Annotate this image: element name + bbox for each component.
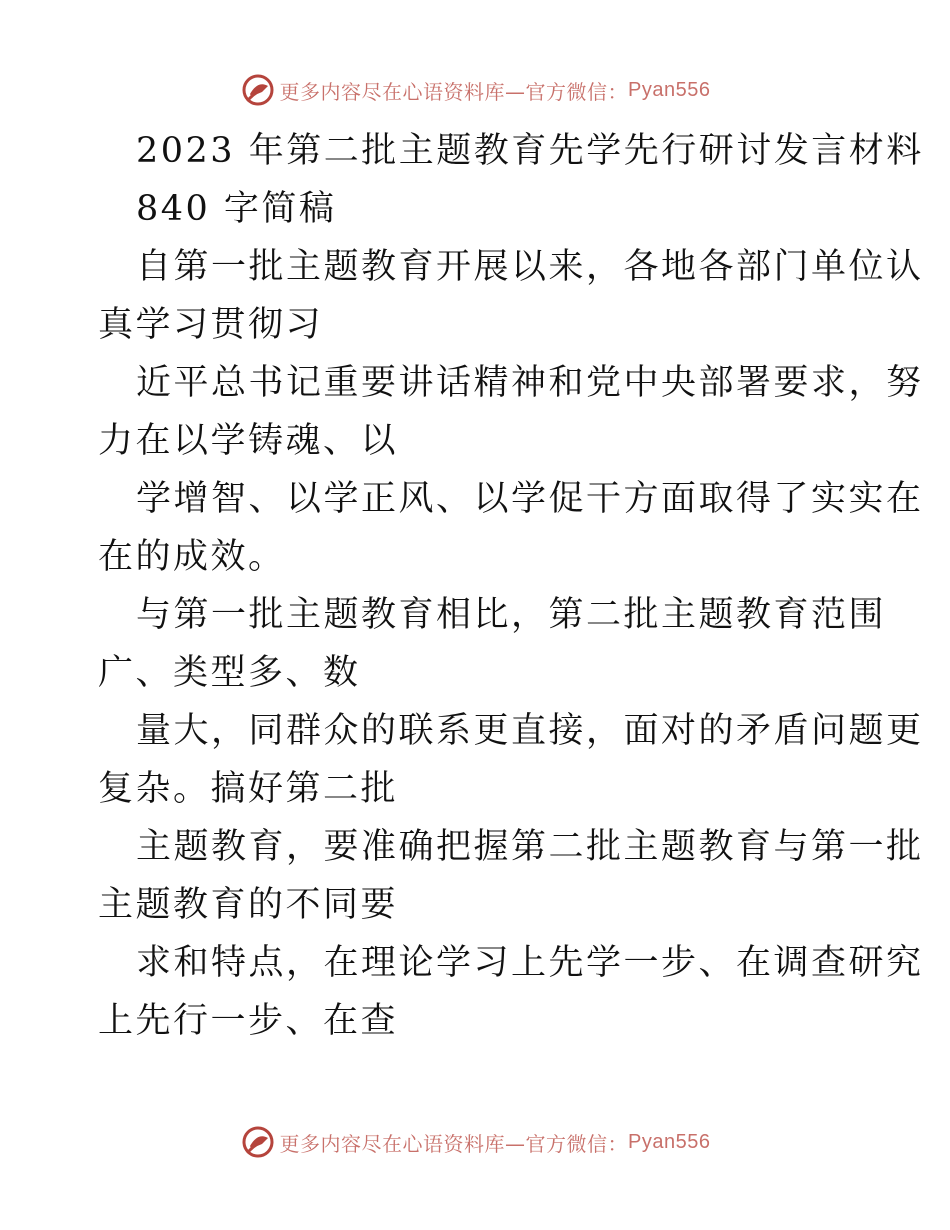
watermark-wechat-id: Pyan556 xyxy=(628,1130,711,1153)
paragraph-line: 求和特点，在理论学习上先学一步、在调查研究 xyxy=(136,943,924,983)
title-line-2: 840 字简稿 xyxy=(136,189,337,229)
paragraph-line: 真学习贯彻习 xyxy=(98,305,324,345)
paragraph-line: 主题教育，要准确把握第二批主题教育与第一批 xyxy=(136,827,924,867)
header-watermark xyxy=(0,70,950,110)
paragraph-line: 广、类型多、数 xyxy=(98,653,361,693)
watermark-text: 更多内容尽在心语资料库—官方微信： xyxy=(279,1131,629,1156)
logo-icon xyxy=(240,72,276,108)
paragraph-line: 主题教育的不同要 xyxy=(98,885,399,925)
paragraph-line: 上先行一步、在查 xyxy=(98,1001,399,1041)
paragraph-line: 复杂。搞好第二批 xyxy=(98,769,399,809)
footer-watermark xyxy=(0,1122,950,1162)
paragraph-line: 与第一批主题教育相比，第二批主题教育范围 xyxy=(136,595,887,635)
paragraph-line: 学增智、以学正风、以学促干方面取得了实实在 xyxy=(136,479,924,519)
paragraph-line: 量大，同群众的联系更直接，面对的矛盾问题更 xyxy=(136,711,924,751)
logo-icon xyxy=(240,1124,276,1160)
title-line-1: 2023 年第二批主题教育先学先行研讨发言材料 xyxy=(136,131,924,171)
paragraph-line: 自第一批主题教育开展以来，各地各部门单位认 xyxy=(136,247,924,287)
paragraph-line: 近平总书记重要讲话精神和党中央部署要求，努 xyxy=(136,363,924,403)
paragraph-line: 在的成效。 xyxy=(98,537,286,577)
watermark-wechat-id: Pyan556 xyxy=(628,78,711,101)
paragraph-line: 力在以学铸魂、以 xyxy=(98,421,399,461)
watermark-text: 更多内容尽在心语资料库—官方微信： xyxy=(279,79,629,104)
